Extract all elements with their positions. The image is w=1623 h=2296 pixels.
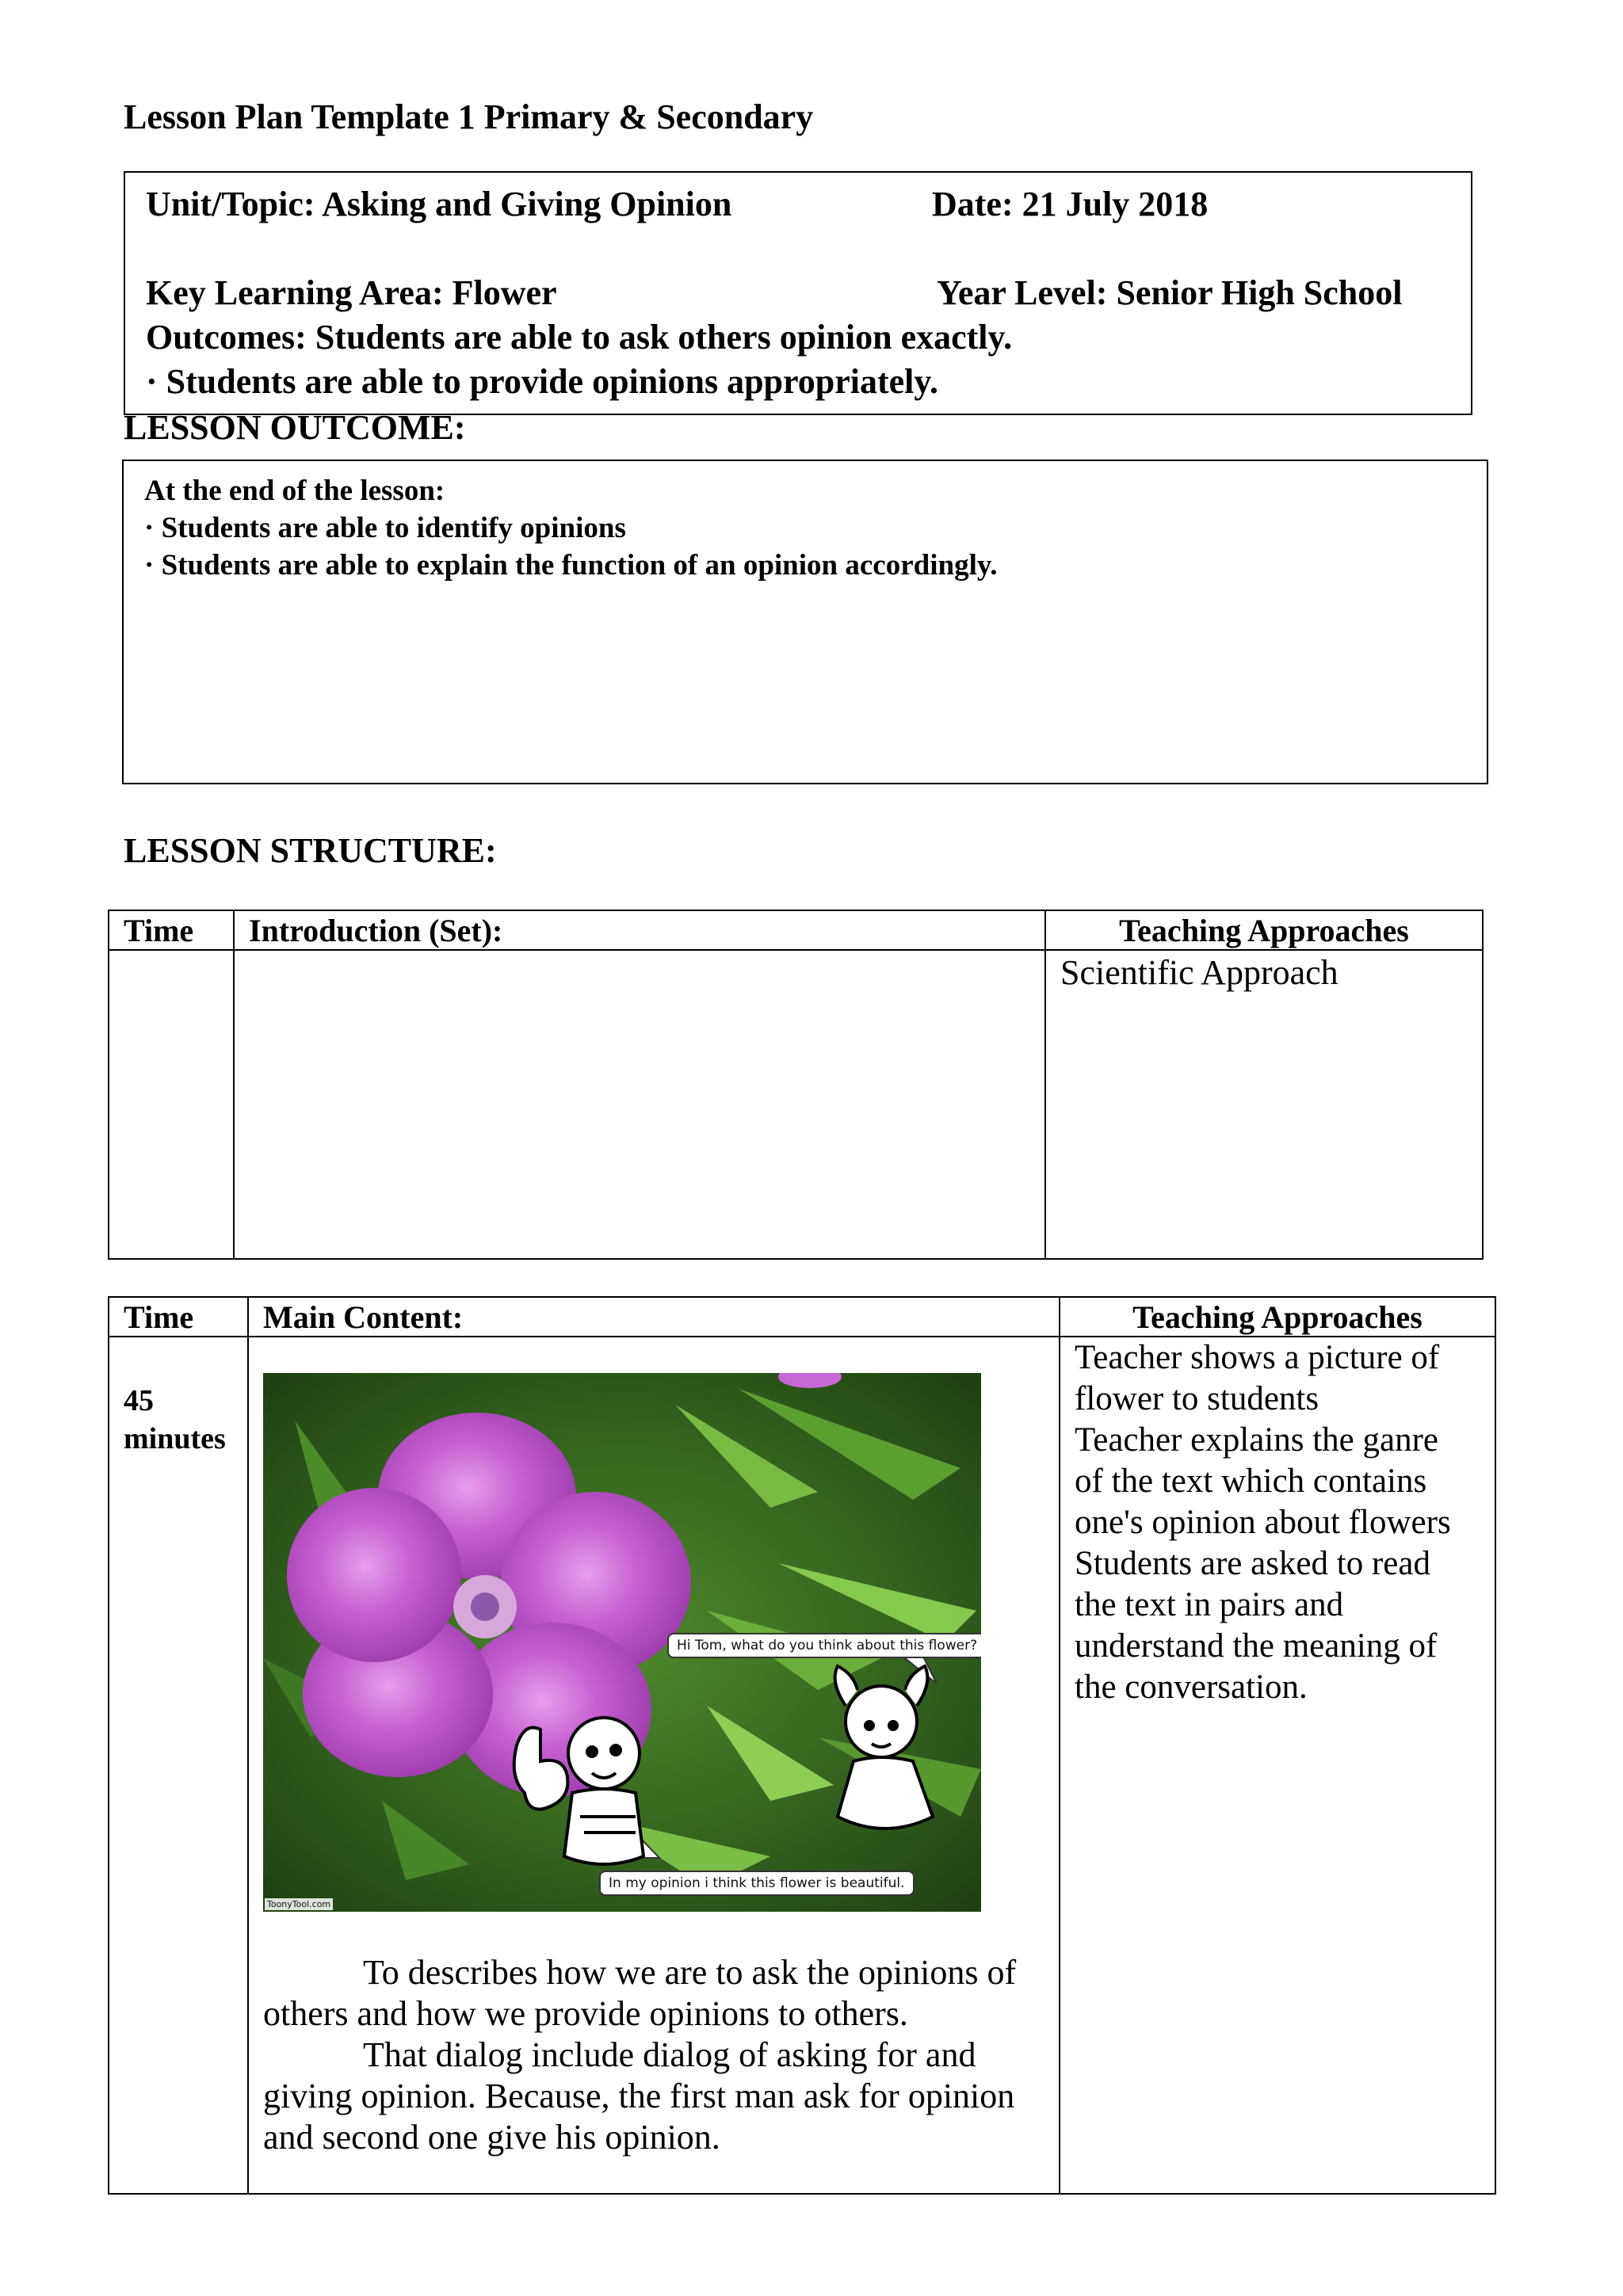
approach-line: flower to students <box>1075 1380 1319 1417</box>
approach-line: Teacher shows a picture of <box>1075 1339 1440 1376</box>
key-learning-area: Key Learning Area: Flower <box>146 273 557 312</box>
introduction-table <box>108 910 1484 1260</box>
outcome-item: · Students are able to explain the function of an opinion accordingly. <box>144 549 998 582</box>
approach-line: Students are asked to read <box>1075 1545 1430 1582</box>
approach-line: Teacher explains the ganre <box>1075 1421 1438 1459</box>
duration-unit: minutes <box>124 1422 226 1455</box>
paragraph-line: That dialog include dialog of asking for and <box>363 2035 976 2074</box>
answer-speech-bubble: In my opinion i think this flower is beautiful. <box>599 1871 915 1896</box>
approach-line: the conversation. <box>1075 1669 1308 1706</box>
description-paragraph-2 <box>263 2035 1056 2158</box>
teaching-approaches-header: Teaching Approaches <box>1060 1297 1495 1337</box>
approach-line: understand the meaning of <box>1075 1627 1438 1665</box>
approach-cell <box>1060 1337 1495 2194</box>
introduction-cell <box>234 950 1045 1259</box>
approach-text-block <box>1060 1337 1495 1708</box>
lesson-outcome-heading: LESSON OUTCOME: <box>124 408 466 447</box>
outcomes-bullet: · Students are able to provide opinions appropriately. <box>146 362 938 401</box>
table-header-row <box>109 910 1483 950</box>
flower-comic-image <box>263 1373 981 1912</box>
outcomes: Outcomes: Students are able to ask others opinion exactly. <box>146 318 1013 357</box>
approach-cell <box>1045 950 1483 1259</box>
time-header: Time <box>109 1297 248 1337</box>
image-credit: ToonyTool.com <box>265 1898 333 1910</box>
question-speech-bubble: Hi Tom, what do you think about this flower? <box>667 1633 981 1658</box>
document-title: Lesson Plan Template 1 Primary & Secondary <box>124 97 814 136</box>
introduction-header: Introduction (Set): <box>234 910 1045 950</box>
description-paragraph-1 <box>263 1952 1056 2035</box>
table-row <box>109 950 1483 1259</box>
header-info-box <box>124 171 1472 415</box>
outcome-item: · Students are able to identify opinions <box>144 512 626 544</box>
teaching-approaches-header: Teaching Approaches <box>1045 910 1483 950</box>
paragraph-line: and second one give his opinion. <box>263 2118 720 2157</box>
year-level: Year Level: Senior High School <box>937 273 1403 312</box>
paragraph-line: others and how we provide opinions to others. <box>263 1994 908 2033</box>
approach-line: one's opinion about flowers <box>1075 1504 1451 1541</box>
approach-line: of the text which contains <box>1075 1463 1427 1500</box>
paragraph-line: giving opinion. Because, the first man ask for opinion <box>263 2077 1015 2115</box>
time-header: Time <box>109 910 234 950</box>
table-header-row <box>109 1297 1495 1337</box>
paragraph-line: To describes how we are to ask the opinions of <box>363 1953 1017 1992</box>
lesson-date: Date: 21 July 2018 <box>932 185 1209 223</box>
main-content-header: Main Content: <box>248 1297 1060 1337</box>
outcome-intro: At the end of the lesson: <box>144 475 445 507</box>
approach-text: Scientific Approach <box>1060 953 1338 992</box>
unit-topic: Unit/Topic: Asking and Giving Opinion <box>146 185 732 223</box>
lesson-structure-heading: LESSON STRUCTURE: <box>124 831 497 870</box>
time-cell <box>109 950 234 1259</box>
duration-number: 45 <box>124 1384 154 1417</box>
time-cell <box>109 1337 248 2194</box>
lesson-outcome-box <box>122 460 1488 784</box>
approach-line: the text in pairs and <box>1075 1586 1344 1623</box>
